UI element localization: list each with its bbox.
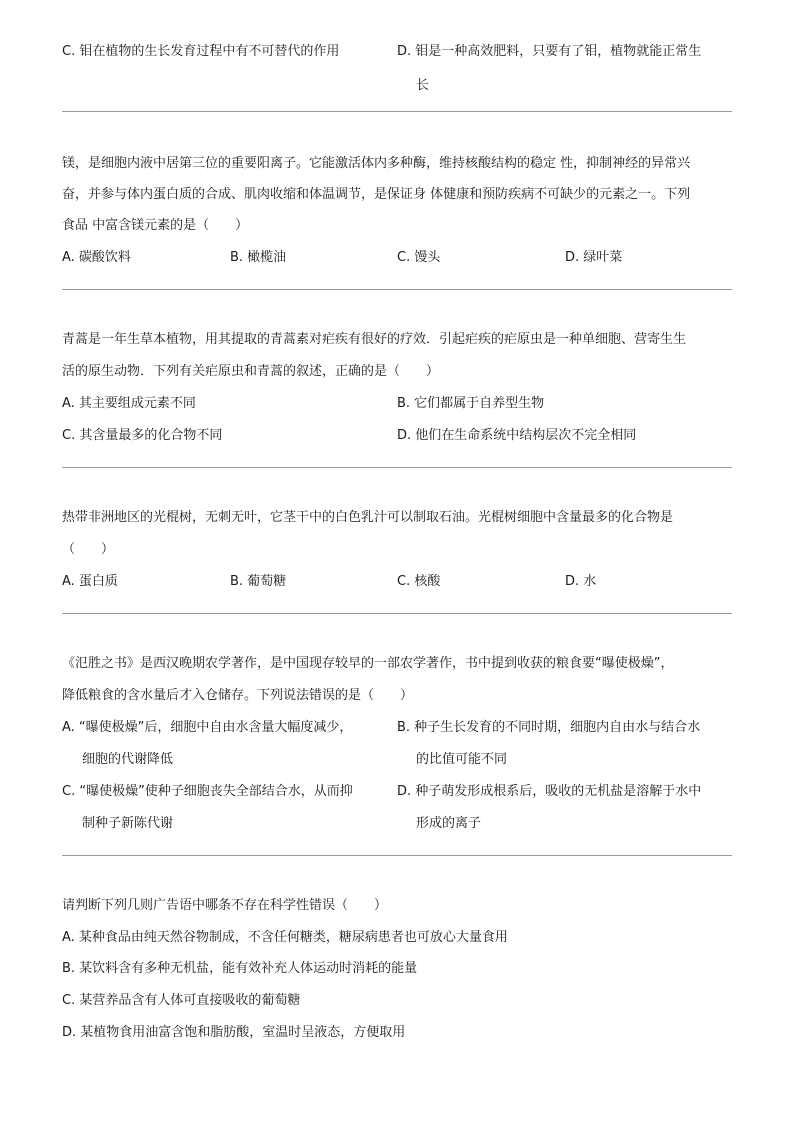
q4-option-a-line1: A. “曝使极燥”后，细胞中自由水含量大幅度减少， <box>62 720 353 735</box>
divider <box>62 289 732 290</box>
q4-option-d-line1: D. 种子萌发形成根系后，吸收的无机盐是溶解于水中 <box>397 784 702 799</box>
q3-option-d: D. 水 <box>565 574 597 589</box>
q4-option-d-line2: 形成的离子 <box>416 816 482 831</box>
q5-option-c: C. 某营养品含有人体可直接吸收的葡萄糖 <box>62 993 301 1008</box>
q4-option-c-line2: 制种子新陈代谢 <box>82 816 174 831</box>
q3-option-c: C. 核酸 <box>397 574 441 589</box>
q5-option-d: D. 某植物食用油富含饱和脂肪酸，室温时呈液态，方便取用 <box>62 1025 406 1040</box>
q2-stem-line2: 活的原生动物．下列有关疟原虫和青蒿的叙述，正确的是（ ） <box>62 364 440 379</box>
divider <box>62 111 732 112</box>
q2-stem-line1: 青蒿是一年生草本植物，用其提取的青蒿素对疟疾有很好的疗效．引起疟疾的疟原虫是一种单细胞、营寄生生 <box>62 332 687 347</box>
q4-stem-line2: 降低粮食的含水量后才入仓储存。下列说法错误的是（ ） <box>62 688 414 703</box>
q3-option-b: B. 葡萄糖 <box>230 574 287 589</box>
q2-option-d: D. 他们在生命系统中结构层次不完全相同 <box>397 428 637 443</box>
q4-option-c-line1: C. “曝使极燥”使种子细胞丧失全部结合水，从而抑 <box>62 784 353 799</box>
q1-option-c: C. 馒头 <box>397 250 441 265</box>
q1-stem-line2: 奋，并参与体内蛋白质的合成、肌肉收缩和体温调节，是保证身 体健康和预防疾病不可缺少的元素之一。下列 <box>62 187 691 202</box>
q0-option-d-line1: D. 钼是一种高效肥料，只要有了钼，植物就能正常生 <box>397 44 702 59</box>
q4-option-a-line2: 细胞的代谢降低 <box>82 752 174 767</box>
q4-stem-line1: 《氾胜之书》是西汉晚期农学著作，是中国现存较早的一部农学著作，书中提到收获的粮食要“曝使极燥”， <box>62 656 674 671</box>
q0-option-d-line2: 长 <box>416 78 430 93</box>
q3-stem-line1: 热带非洲地区的光棍树，无刺无叶，它茎干中的白色乳汁可以制取石油。光棍树细胞中含量最多的化合物是 <box>62 510 674 525</box>
q2-option-c: C. 其含量最多的化合物不同 <box>62 428 223 443</box>
q5-stem-line1: 请判断下列几则广告语中哪条不存在科学性错误（ ） <box>62 898 388 913</box>
divider <box>62 467 732 468</box>
q3-option-a: A. 蛋白质 <box>62 574 118 589</box>
q5-option-a: A. 某种食品由纯天然谷物制成，不含任何糖类，糖尿病患者也可放心大量食用 <box>62 930 508 945</box>
q3-stem-line2: （ ） <box>62 542 115 557</box>
q1-stem-line3: 食品 中富含镁元素的是（ ） <box>62 218 249 233</box>
q4-option-b-line1: B. 种子生长发育的不同时期，细胞内自由水与结合水 <box>397 720 701 735</box>
divider <box>62 613 732 614</box>
q4-option-b-line2: 的比值可能不同 <box>416 752 508 767</box>
q2-option-b: B. 它们都属于自养型生物 <box>397 396 545 411</box>
q2-option-a: A. 其主要组成元素不同 <box>62 396 196 411</box>
q1-option-d: D. 绿叶菜 <box>565 250 623 265</box>
q5-option-b: B. 某饮料含有多种无机盐，能有效补充人体运动时消耗的能量 <box>62 961 418 976</box>
q0-option-c: C. 钼在植物的生长发育过程中有不可替代的作用 <box>62 44 340 59</box>
q1-stem-line1: 镁，是细胞内液中居第三位的重要阳离子。它能激活体内多种酶，维持核酸结构的稳定 性，抑制神经的异常兴 <box>62 156 691 171</box>
q1-option-b: B. 橄榄油 <box>230 250 287 265</box>
q1-option-a: A. 碳酸饮料 <box>62 250 131 265</box>
divider <box>62 855 732 856</box>
